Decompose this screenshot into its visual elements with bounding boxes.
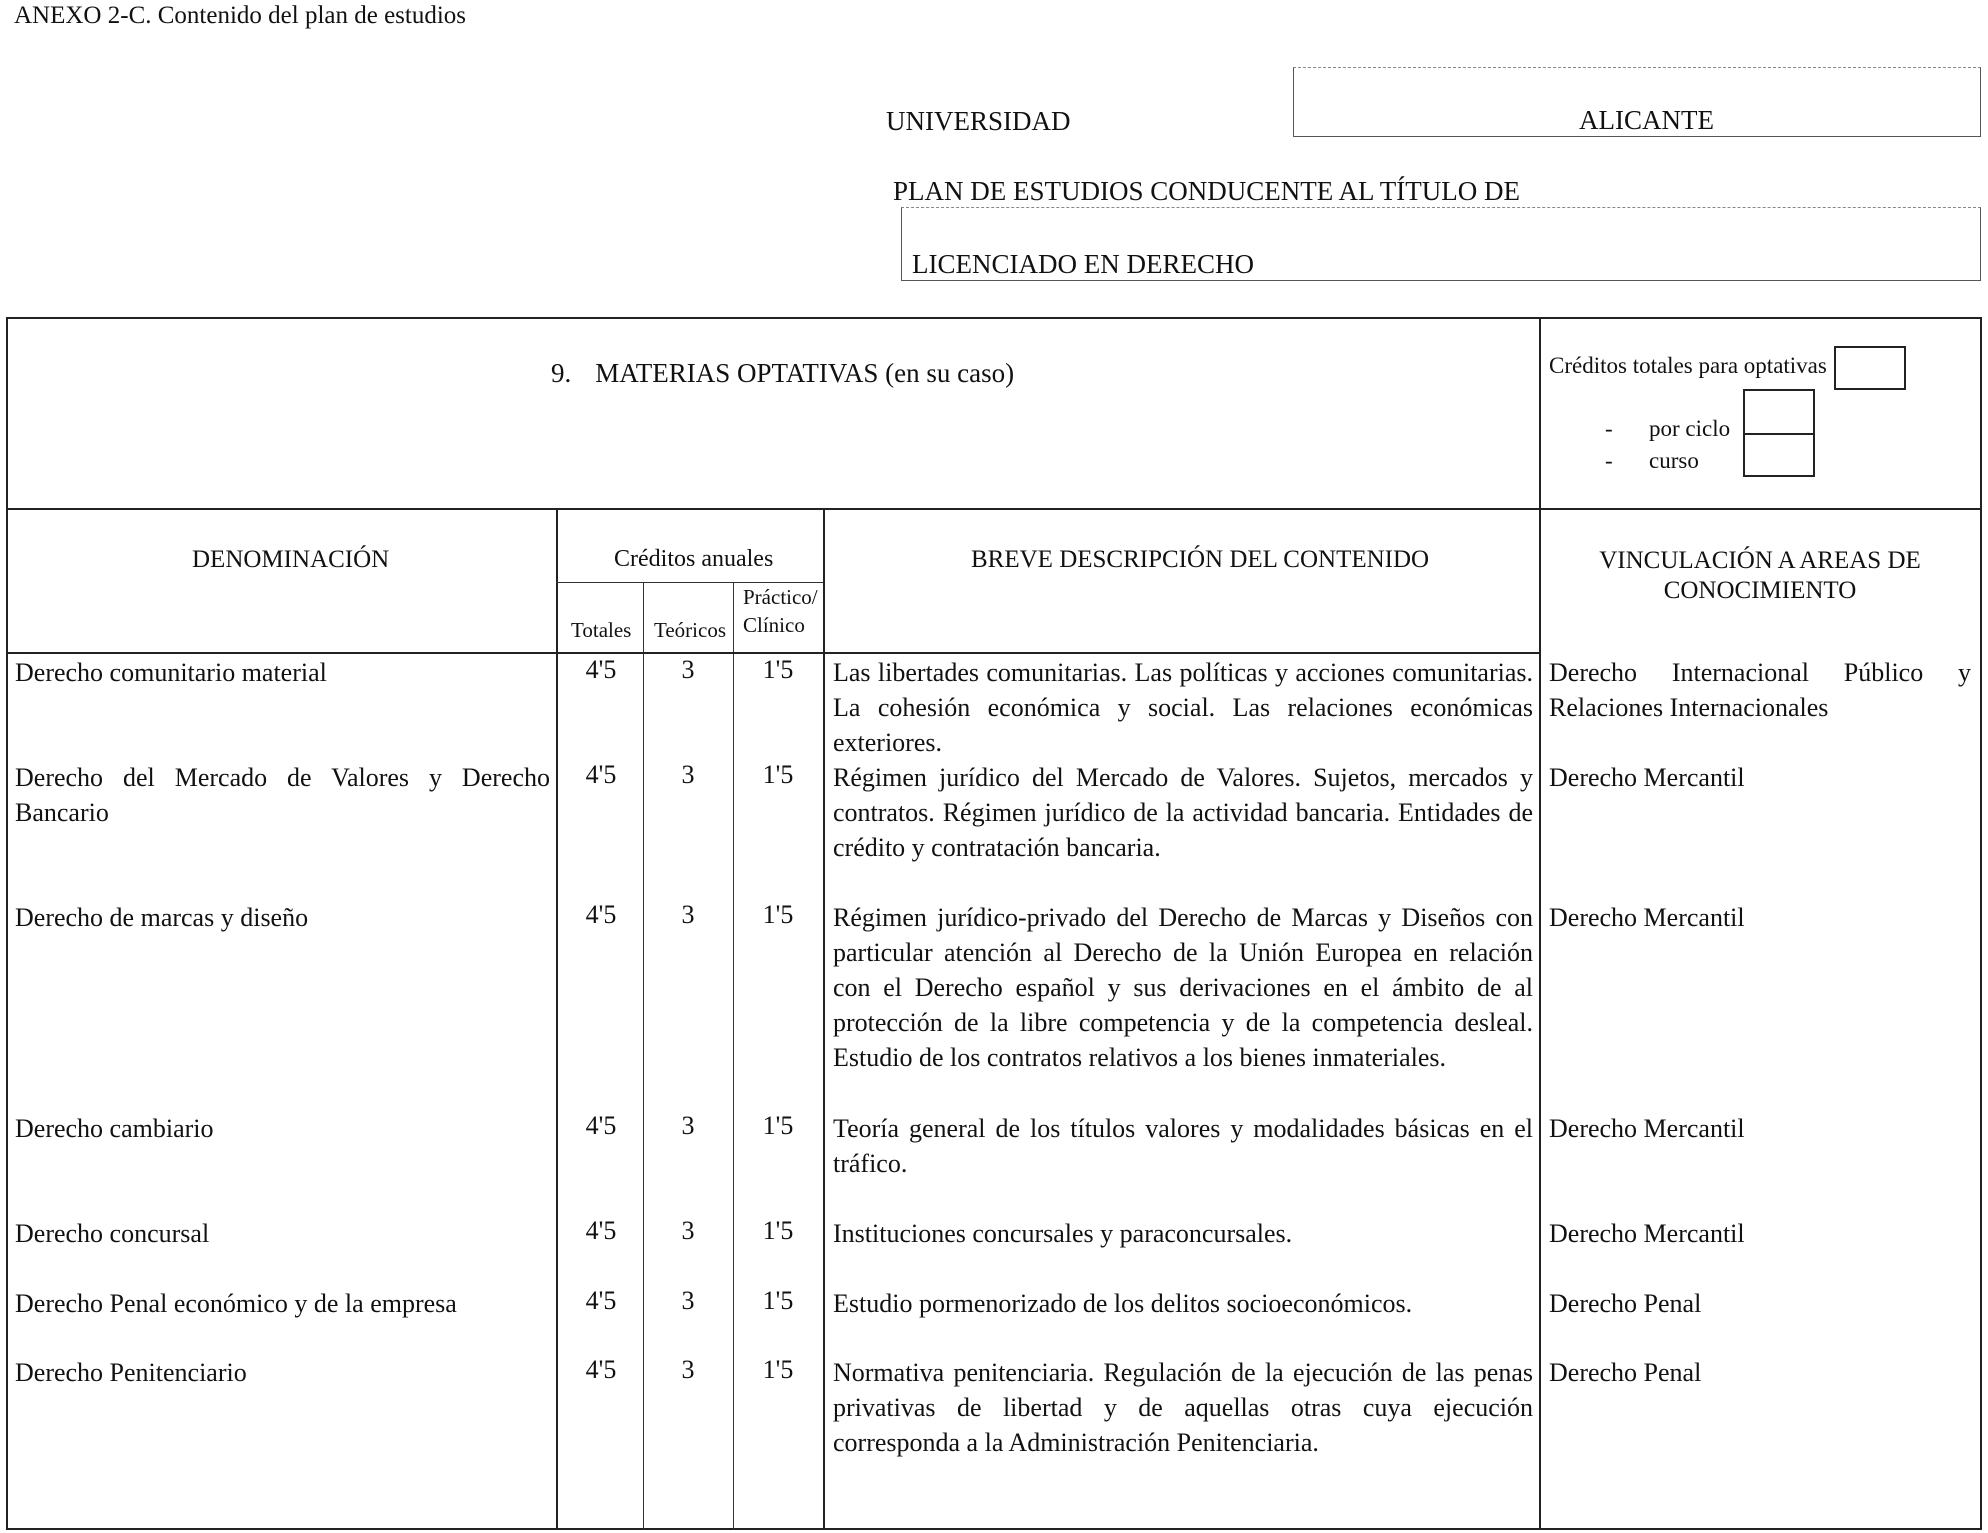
header-denominacion: DENOMINACIÓN [192,546,390,573]
row-7-denominacion: Derecho Penitenciario [15,1358,247,1387]
row-4-descripcion: Teoría general de los títulos valores y modalidades básicas en el tráfico. [833,1114,1533,1178]
row-3-practico: 1'5 [762,900,794,929]
row-6-practico: 1'5 [762,1286,794,1315]
row-1-vinculacion: Derecho Internacional Público y Relaciones Internacionales [1549,658,1971,722]
header-bottom-line [6,652,1539,654]
header-vinculacion-line1: VINCULACIÓN A AREAS DE [1599,547,1921,574]
row-6-vinculacion: Derecho Penal [1549,1289,1702,1318]
row-4-denominacion: Derecho cambiario [15,1114,214,1143]
row-6-teoricos: 3 [681,1286,695,1315]
row-4-practico: 1'5 [762,1111,794,1140]
row-7-practico: 1'5 [762,1355,794,1384]
col-divider-descripcion [823,508,825,1530]
university-label: UNIVERSIDAD [886,106,1071,136]
row-4-vinculacion: Derecho Mercantil [1549,1114,1745,1143]
university-box [1293,67,1981,137]
row-2-descripcion: Régimen jurídico del Mercado de Valores. Sujetos, mercados y contratos. Régimen jurídico de la actividad bancaria. Entidades de crédito y contratación bancaria. [833,763,1533,862]
row-1-totales: 4'5 [585,655,617,684]
row-5-teoricos: 3 [681,1216,695,1245]
header-vinculacion-line2: CONOCIMIENTO [1663,577,1857,604]
plan-title: LICENCIADO EN DERECHO [912,249,1254,279]
row-3-teoricos: 3 [681,900,695,929]
per-cycle-course-divider [1743,433,1815,435]
col-divider-vinculacion [1539,317,1541,1530]
row-4-totales: 4'5 [585,1111,617,1140]
row-6-denominacion: Derecho Penal económico y de la empresa [15,1289,457,1318]
row-7-descripcion: Normativa penitenciaria. Regulación de la ejecución de las penas privativas de libertad y de aquellas otras cuya ejecución corresponda a la Administración Penitenciaria. [833,1358,1533,1457]
row-1-descripcion: Las libertades comunitarias. Las políticas y acciones comunitarias. La cohesión económica y social. Las relaciones económicas exteriores. [833,658,1533,757]
row-5-denominacion: Derecho concursal [15,1219,210,1248]
row-1-teoricos: 3 [681,655,695,684]
row-1-practico: 1'5 [762,655,794,684]
credits-total-box[interactable] [1834,346,1906,390]
row-7-vinculacion: Derecho Penal [1549,1358,1702,1387]
per-cycle-dash: - [1605,416,1613,441]
table-divider-top [6,508,1982,510]
row-3-denominacion: Derecho de marcas y diseño [15,903,309,932]
annex-title: ANEXO 2-C. Contenido del plan de estudios [14,2,467,29]
plan-box [901,207,1981,281]
section-number: 9. [551,358,572,388]
row-2-vinculacion: Derecho Mercantil [1549,763,1745,792]
row-2-denominacion: Derecho del Mercado de Valores y Derecho Bancario [15,763,550,827]
row-6-totales: 4'5 [585,1286,617,1315]
row-2-practico: 1'5 [762,760,794,789]
header-practico-line1: Práctico/ [743,585,818,609]
header-creditos-anuales: Créditos anuales [614,546,774,572]
course-dash: - [1605,448,1613,473]
section-title-text: MATERIAS OPTATIVAS (en su caso) [595,358,1015,388]
col-divider-teoricos [733,582,734,1530]
row-7-teoricos: 3 [681,1355,695,1384]
row-3-descripcion: Régimen jurídico-privado del Derecho de Marcas y Diseños con particular atención al Derecho de la Unión Europea en relación con el Derecho español y sus derivaciones en el ámbito de al protección de la libre competencia y de la competencia desleal. Estudio de los contratos relativos a los bienes inmateriales. [833,903,1533,1072]
row-6-descripcion: Estudio pormenorizado de los delitos socioeconómicos. [833,1289,1413,1318]
row-3-vinculacion: Derecho Mercantil [1549,903,1745,932]
header-totales: Totales [571,618,632,642]
per-cycle-label: por ciclo [1649,416,1731,441]
header-descripcion: BREVE DESCRIPCIÓN DEL CONTENIDO [971,546,1430,573]
credits-total-label: Créditos totales para optativas [1549,353,1827,378]
header-teoricos: Teóricos [654,618,727,642]
row-3-totales: 4'5 [585,900,617,929]
header-practico-line2: Clínico [743,613,805,637]
row-5-totales: 4'5 [585,1216,617,1245]
plan-label: PLAN DE ESTUDIOS CONDUCENTE AL TÍTULO DE [893,176,1520,206]
university-name: ALICANTE [1579,105,1714,135]
course-label: curso [1649,448,1699,473]
row-5-vinculacion: Derecho Mercantil [1549,1219,1745,1248]
row-5-practico: 1'5 [762,1216,794,1245]
row-2-teoricos: 3 [681,760,695,789]
section-title [551,358,1014,389]
header-vinculacion [1540,546,1980,606]
row-4-teoricos: 3 [681,1111,695,1140]
row-1-denominacion: Derecho comunitario material [15,658,327,687]
row-5-descripcion: Instituciones concursales y paraconcursales. [833,1219,1293,1248]
row-7-totales: 4'5 [585,1355,617,1384]
col-divider-totales [643,582,644,1530]
header-practico [743,583,818,639]
row-2-totales: 4'5 [585,760,617,789]
